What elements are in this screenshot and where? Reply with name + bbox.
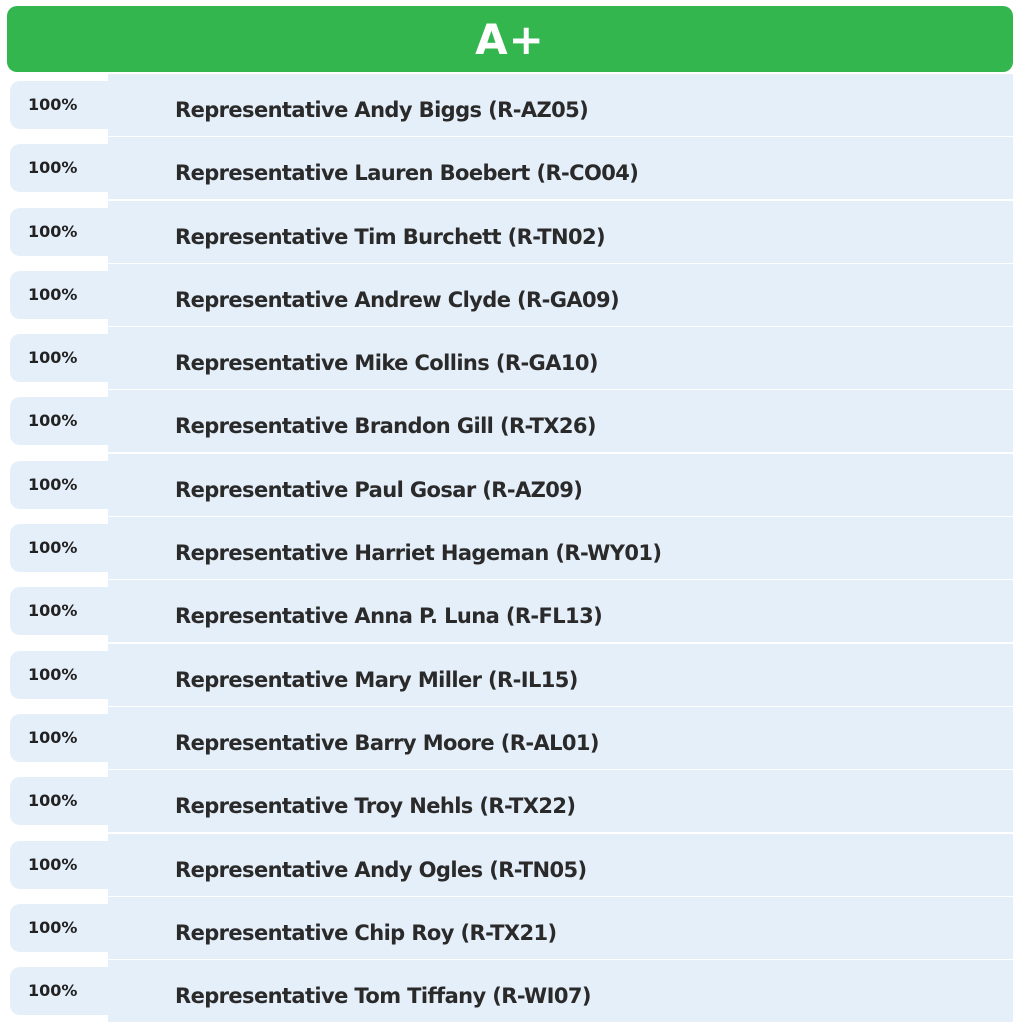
member-row[interactable] [0,834,1024,897]
grade-label: A+ [475,14,545,64]
name-cell [108,770,1013,833]
member-name[interactable]: Representative Harriet Hageman (R-WY01) [175,541,662,566]
score-cell [10,81,108,129]
score-value: 100% [28,727,78,747]
name-cell [108,264,1013,327]
member-row[interactable] [0,707,1024,770]
name-cell [108,897,1013,960]
member-name[interactable]: Representative Lauren Boebert (R-CO04) [175,161,639,186]
member-row[interactable] [0,390,1024,453]
grade-header [7,6,1013,72]
name-cell [108,454,1013,517]
member-row[interactable] [0,960,1024,1023]
score-cell [10,461,108,509]
score-cell [10,208,108,256]
member-row[interactable] [0,264,1024,327]
name-cell [108,327,1013,390]
member-name[interactable]: Representative Andrew Clyde (R-GA09) [175,287,620,312]
score-cell [10,334,108,382]
member-row[interactable] [0,74,1024,137]
member-name[interactable]: Representative Tom Tiffany (R-WI07) [175,984,591,1009]
score-value: 100% [28,411,78,431]
name-cell [108,707,1013,770]
member-row[interactable] [0,201,1024,264]
member-row[interactable] [0,770,1024,833]
name-cell [108,517,1013,580]
score-cell [10,271,108,319]
score-cell [10,777,108,825]
score-value: 100% [28,981,78,1001]
member-name[interactable]: Representative Chip Roy (R-TX21) [175,920,557,945]
member-name[interactable]: Representative Mike Collins (R-GA10) [175,351,598,376]
name-cell [108,201,1013,264]
score-cell [10,714,108,762]
member-name[interactable]: Representative Anna P. Luna (R-FL13) [175,604,603,629]
member-name[interactable]: Representative Andy Biggs (R-AZ05) [175,98,589,122]
member-name[interactable]: Representative Barry Moore (R-AL01) [175,730,599,755]
score-cell [10,587,108,635]
score-value: 100% [28,601,78,621]
score-value: 100% [28,664,78,684]
score-value: 100% [28,284,78,304]
member-name[interactable]: Representative Andy Ogles (R-TN05) [175,857,587,882]
member-row[interactable] [0,137,1024,200]
score-value: 100% [28,474,78,494]
score-cell [10,397,108,445]
member-name[interactable]: Representative Tim Burchett (R-TN02) [175,224,606,249]
score-value: 100% [28,917,78,937]
member-row[interactable] [0,454,1024,517]
name-cell [108,834,1013,897]
member-row[interactable] [0,327,1024,390]
member-name[interactable]: Representative Troy Nehls (R-TX22) [175,794,576,819]
member-name[interactable]: Representative Paul Gosar (R-AZ09) [175,477,583,502]
member-name[interactable]: Representative Mary Miller (R-IL15) [175,667,578,692]
name-cell [108,74,1013,137]
member-name[interactable]: Representative Brandon Gill (R-TX26) [175,414,596,439]
member-row[interactable] [0,644,1024,707]
name-cell [108,644,1013,707]
score-cell [10,524,108,572]
score-value: 100% [28,158,78,178]
score-cell [10,651,108,699]
score-value: 100% [28,95,78,114]
name-cell [108,390,1013,453]
member-row[interactable] [0,897,1024,960]
member-row[interactable] [0,580,1024,643]
member-row[interactable] [0,517,1024,580]
name-cell [108,137,1013,200]
score-value: 100% [28,538,78,558]
score-value: 100% [28,791,78,811]
score-cell [10,904,108,952]
score-cell [10,841,108,889]
name-cell [108,580,1013,643]
score-value: 100% [28,854,78,874]
member-list [0,74,1024,1023]
score-value: 100% [28,221,78,241]
score-cell [10,967,108,1015]
score-value: 100% [28,348,78,368]
name-cell [108,960,1013,1023]
score-cell [10,144,108,192]
